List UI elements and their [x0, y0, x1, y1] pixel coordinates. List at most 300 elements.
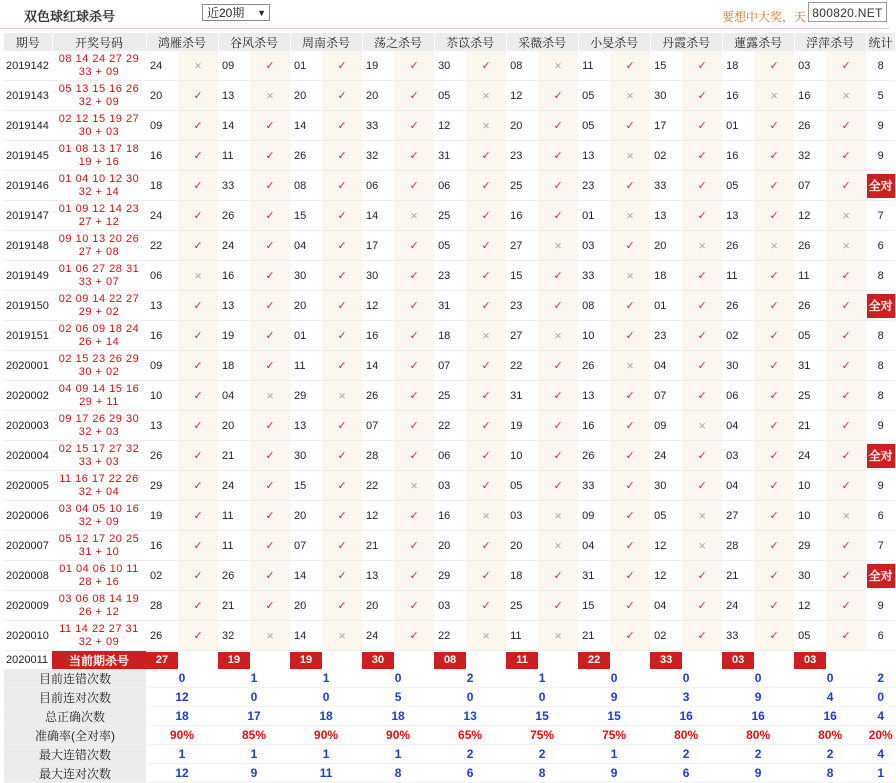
col-expert-8: 蓮露杀号	[722, 33, 794, 51]
check-icon: ✓	[337, 540, 347, 552]
result-mark	[538, 291, 578, 321]
period-range-select[interactable]	[202, 4, 270, 21]
check-icon: ✓	[409, 60, 419, 72]
result-mark	[322, 381, 362, 411]
result-mark	[754, 501, 794, 531]
kill-number: 33	[578, 261, 610, 291]
stats-value: 2	[794, 745, 866, 764]
stats-value: 2	[434, 745, 506, 764]
row-stat-cell	[866, 351, 895, 381]
result-mark	[466, 561, 506, 591]
stats-value: 9	[722, 688, 794, 707]
kill-number: 12	[794, 201, 826, 231]
result-mark	[682, 321, 722, 351]
stats-section	[4, 669, 895, 783]
ad-text[interactable]: 要想中大奖，天	[722, 10, 807, 24]
result-mark	[754, 381, 794, 411]
stats-label: 目前连对次数	[4, 688, 146, 707]
current-kill-number: 19	[290, 652, 322, 669]
result-mark	[682, 141, 722, 171]
draw-numbers-line-1: 01 06 27 28 31	[58, 263, 140, 275]
kill-number: 20	[650, 231, 682, 261]
kill-number: 20	[146, 81, 178, 111]
stats-value: 0	[578, 669, 650, 688]
stats-value: 16	[650, 707, 722, 726]
result-mark	[754, 81, 794, 111]
result-mark	[754, 261, 794, 291]
kill-number: 16	[146, 531, 178, 561]
kill-number: 01	[290, 51, 322, 81]
kill-number: 19	[146, 501, 178, 531]
result-mark	[178, 531, 218, 561]
kill-number: 20	[506, 111, 538, 141]
stats-value: 1	[146, 745, 218, 764]
check-icon: ✓	[265, 600, 275, 612]
draw-numbers-cell	[52, 471, 146, 501]
draw-numbers-line-2: 33 + 07	[78, 276, 120, 288]
draw-numbers-line-2: 30 + 02	[78, 366, 120, 378]
result-mark	[826, 591, 866, 621]
result-mark	[466, 411, 506, 441]
result-mark	[610, 351, 650, 381]
check-icon: ✓	[481, 390, 491, 402]
check-icon: ✓	[409, 240, 419, 252]
stats-label: 总正确次数	[4, 707, 146, 726]
cross-icon: ×	[842, 208, 850, 223]
result-mark	[466, 261, 506, 291]
kill-number: 21	[722, 561, 754, 591]
check-icon: ✓	[841, 480, 851, 492]
draw-numbers-line-2: 33 + 03	[78, 456, 120, 468]
draw-numbers-line-1: 04 09 14 15 16	[58, 383, 140, 395]
check-icon: ✓	[553, 210, 563, 222]
draw-numbers-cell	[52, 561, 146, 591]
result-mark	[610, 441, 650, 471]
result-mark	[394, 231, 434, 261]
stats-value: 1	[506, 669, 578, 688]
current-kill-cell	[722, 651, 754, 670]
kill-number: 12	[794, 591, 826, 621]
check-icon: ✓	[625, 420, 635, 432]
result-mark	[394, 561, 434, 591]
row-stat-cell	[866, 201, 895, 231]
period-cell: 2019146	[4, 171, 52, 201]
col-expert-4: 苶苡杀号	[434, 33, 506, 51]
kill-number: 05	[794, 321, 826, 351]
current-kill-label: 当前期杀号	[52, 651, 146, 670]
cross-icon: ×	[770, 238, 778, 253]
kill-number: 24	[146, 51, 178, 81]
draw-numbers-line-2: 26 + 14	[78, 336, 120, 348]
check-icon: ✓	[409, 450, 419, 462]
stats-value: 0	[146, 669, 218, 688]
kill-number: 11	[218, 531, 250, 561]
check-icon: ✓	[409, 540, 419, 552]
kill-number: 28	[146, 591, 178, 621]
result-mark	[250, 471, 290, 501]
check-icon: ✓	[841, 630, 851, 642]
site-badge[interactable]: 800820.NET	[808, 2, 887, 22]
current-kill-cell	[506, 651, 538, 670]
kill-number: 24	[794, 441, 826, 471]
result-mark	[610, 81, 650, 111]
period-cell: 2019147	[4, 201, 52, 231]
kill-number: 12	[650, 531, 682, 561]
result-mark	[610, 51, 650, 81]
check-icon: ✓	[265, 270, 275, 282]
draw-numbers-cell	[52, 261, 146, 291]
result-mark	[394, 81, 434, 111]
kill-number: 13	[578, 381, 610, 411]
kill-number: 07	[362, 411, 394, 441]
draw-numbers-line-1: 03 04 05 10 16	[58, 503, 140, 515]
kill-number: 18	[146, 171, 178, 201]
col-expert-5: 采薇杀号	[506, 33, 578, 51]
result-mark	[394, 621, 434, 651]
kill-number: 01	[650, 291, 682, 321]
result-mark	[682, 111, 722, 141]
check-icon: ✓	[697, 360, 707, 372]
period-cell: 2019144	[4, 111, 52, 141]
stats-value: 9	[578, 764, 650, 783]
stats-value: 16	[722, 707, 794, 726]
cross-icon: ×	[194, 58, 202, 73]
stats-value: 80%	[722, 726, 794, 745]
stats-value: 90%	[362, 726, 434, 745]
result-mark	[538, 471, 578, 501]
kill-number: 16	[794, 81, 826, 111]
result-mark	[322, 471, 362, 501]
stats-value: 75%	[578, 726, 650, 745]
stats-row	[4, 726, 895, 745]
result-mark	[826, 141, 866, 171]
check-icon: ✓	[769, 330, 779, 342]
kill-number: 03	[434, 591, 466, 621]
result-mark	[538, 141, 578, 171]
period-cell: 2020010	[4, 621, 52, 651]
result-mark	[394, 441, 434, 471]
draw-numbers-line-1: 01 04 10 12 30	[58, 173, 140, 185]
kill-number: 13	[362, 561, 394, 591]
result-mark	[250, 351, 290, 381]
stats-value: 2	[434, 669, 506, 688]
check-icon: ✓	[841, 390, 851, 402]
row-stat-cell	[866, 51, 895, 81]
kill-number: 02	[722, 321, 754, 351]
check-icon: ✓	[265, 420, 275, 432]
kill-number: 09	[146, 111, 178, 141]
result-mark	[610, 471, 650, 501]
check-icon: ✓	[337, 450, 347, 462]
check-icon: ✓	[481, 300, 491, 312]
check-icon: ✓	[697, 300, 707, 312]
kill-number: 16	[434, 501, 466, 531]
stats-value: 13	[434, 707, 506, 726]
draw-numbers-line-2: 27 + 12	[78, 216, 120, 228]
check-icon: ✓	[697, 120, 707, 132]
current-kill-spacer	[178, 651, 218, 670]
result-mark	[754, 411, 794, 441]
result-mark	[250, 81, 290, 111]
result-mark	[826, 81, 866, 111]
check-icon: ✓	[553, 600, 563, 612]
kill-number: 13	[146, 291, 178, 321]
draw-numbers-line-1: 03 06 08 14 19	[58, 593, 140, 605]
table-row	[4, 561, 895, 591]
current-kill-cell	[290, 651, 322, 670]
result-mark	[178, 441, 218, 471]
check-icon: ✓	[409, 600, 419, 612]
draw-numbers-line-1: 11 14 22 27 31	[59, 623, 139, 635]
kill-number: 13	[146, 411, 178, 441]
kill-number: 20	[362, 81, 394, 111]
kill-number: 24	[650, 441, 682, 471]
check-icon: ✓	[265, 300, 275, 312]
result-mark	[538, 201, 578, 231]
cross-icon: ×	[410, 208, 418, 223]
kill-number: 28	[722, 531, 754, 561]
check-icon: ✓	[697, 90, 707, 102]
draw-numbers-line-1: 11 16 17 22 26	[59, 473, 139, 485]
row-stat-cell	[866, 501, 895, 531]
cross-icon: ×	[554, 58, 562, 73]
all-correct-badge: 全对	[867, 294, 895, 318]
draw-numbers-line-1: 09 17 26 29 30	[58, 413, 140, 425]
result-mark	[250, 441, 290, 471]
kill-number: 09	[650, 411, 682, 441]
stats-value: 2	[722, 745, 794, 764]
stats-row	[4, 764, 895, 783]
cross-icon: ×	[266, 628, 274, 643]
check-icon: ✓	[841, 420, 851, 432]
period-cell: 2020004	[4, 441, 52, 471]
stats-value: 1	[218, 669, 290, 688]
row-stat-value: 8	[877, 269, 884, 282]
check-icon: ✓	[265, 210, 275, 222]
draw-numbers-line-2: 27 + 08	[78, 246, 120, 258]
period-cell: 2019142	[4, 51, 52, 81]
draw-numbers-cell	[52, 141, 146, 171]
result-mark	[322, 111, 362, 141]
cross-icon: ×	[626, 88, 634, 103]
result-mark	[538, 81, 578, 111]
check-icon: ✓	[697, 390, 707, 402]
all-correct-badge: 全对	[867, 174, 895, 198]
draw-numbers-cell	[52, 351, 146, 381]
kill-number: 22	[434, 411, 466, 441]
kill-number: 33	[578, 471, 610, 501]
result-mark	[610, 111, 650, 141]
result-mark	[178, 261, 218, 291]
check-icon: ✓	[193, 630, 203, 642]
result-mark	[466, 81, 506, 111]
draw-numbers-line-2: 29 + 02	[78, 306, 120, 318]
check-icon: ✓	[409, 180, 419, 192]
result-mark	[610, 171, 650, 201]
col-expert-2: 周南杀号	[290, 33, 362, 51]
check-icon: ✓	[409, 630, 419, 642]
result-mark	[610, 291, 650, 321]
result-mark	[466, 591, 506, 621]
current-row	[4, 651, 895, 670]
stats-value: 6	[434, 764, 506, 783]
result-mark	[538, 531, 578, 561]
kill-number: 15	[650, 51, 682, 81]
period-cell: 2019150	[4, 291, 52, 321]
stats-value: 6	[650, 764, 722, 783]
result-mark	[826, 531, 866, 561]
check-icon: ✓	[193, 180, 203, 192]
draw-numbers-cell	[52, 111, 146, 141]
current-period	[4, 651, 895, 670]
kill-number: 10	[146, 381, 178, 411]
table-row	[4, 591, 895, 621]
result-mark	[754, 561, 794, 591]
stats-value: 5	[362, 688, 434, 707]
kill-number: 08	[290, 171, 322, 201]
cross-icon: ×	[482, 628, 490, 643]
check-icon: ✓	[337, 120, 347, 132]
check-icon: ✓	[265, 570, 275, 582]
kill-number: 26	[722, 291, 754, 321]
stats-value: 16	[794, 707, 866, 726]
table-row	[4, 621, 895, 651]
stats-value: 1	[290, 745, 362, 764]
kill-number: 10	[506, 441, 538, 471]
kill-number: 16	[722, 141, 754, 171]
result-mark	[538, 321, 578, 351]
current-kill-cell	[146, 651, 178, 670]
check-icon: ✓	[337, 570, 347, 582]
result-mark	[250, 501, 290, 531]
kill-number: 27	[722, 501, 754, 531]
kill-number: 08	[578, 291, 610, 321]
kill-number: 31	[794, 351, 826, 381]
kill-number: 24	[218, 471, 250, 501]
kill-number: 28	[362, 441, 394, 471]
result-mark	[610, 411, 650, 441]
kill-number: 20	[290, 501, 322, 531]
period-range-value: 近20期	[207, 6, 245, 20]
check-icon: ✓	[625, 390, 635, 402]
check-icon: ✓	[841, 450, 851, 462]
stats-value: 0	[650, 669, 722, 688]
row-stat-value: 6	[877, 239, 884, 252]
row-stat-value: 9	[877, 149, 884, 162]
check-icon: ✓	[265, 180, 275, 192]
stats-value: 90%	[146, 726, 218, 745]
check-icon: ✓	[337, 510, 347, 522]
kill-number: 33	[218, 171, 250, 201]
kill-number: 22	[506, 351, 538, 381]
col-expert-0: 鸿雁杀号	[146, 33, 218, 51]
kill-number: 15	[290, 201, 322, 231]
check-icon: ✓	[193, 120, 203, 132]
draw-numbers-cell	[52, 381, 146, 411]
table-row	[4, 411, 895, 441]
check-icon: ✓	[337, 330, 347, 342]
result-mark	[826, 351, 866, 381]
check-icon: ✓	[841, 300, 851, 312]
table-row	[4, 291, 895, 321]
kill-number: 30	[722, 351, 754, 381]
kill-number: 16	[722, 81, 754, 111]
result-mark	[682, 471, 722, 501]
check-icon: ✓	[625, 630, 635, 642]
cross-icon: ×	[842, 238, 850, 253]
check-icon: ✓	[193, 450, 203, 462]
result-mark	[394, 381, 434, 411]
check-icon: ✓	[625, 450, 635, 462]
table-row	[4, 111, 895, 141]
check-icon: ✓	[625, 120, 635, 132]
kill-number: 31	[434, 141, 466, 171]
kill-number: 19	[218, 321, 250, 351]
stats-row	[4, 669, 895, 688]
check-icon: ✓	[337, 60, 347, 72]
current-kill-spacer	[826, 651, 866, 670]
kill-number: 29	[146, 471, 178, 501]
result-mark	[394, 321, 434, 351]
stats-label: 最大连对次数	[4, 764, 146, 783]
result-mark	[250, 531, 290, 561]
result-mark	[610, 231, 650, 261]
row-stat-value: 6	[877, 509, 884, 522]
check-icon: ✓	[769, 630, 779, 642]
kill-number: 11	[722, 261, 754, 291]
kill-number: 15	[290, 471, 322, 501]
check-icon: ✓	[625, 300, 635, 312]
check-icon: ✓	[697, 600, 707, 612]
stats-value: 85%	[218, 726, 290, 745]
row-stat-value: 7	[877, 209, 884, 222]
check-icon: ✓	[553, 270, 563, 282]
result-mark	[682, 441, 722, 471]
check-icon: ✓	[553, 390, 563, 402]
kill-number: 13	[578, 141, 610, 171]
kill-number: 32	[362, 141, 394, 171]
row-stat-cell	[866, 261, 895, 291]
check-icon: ✓	[841, 540, 851, 552]
check-icon: ✓	[409, 150, 419, 162]
kill-number: 20	[218, 411, 250, 441]
result-mark	[322, 291, 362, 321]
kill-number: 18	[722, 51, 754, 81]
row-stat-value: 9	[877, 119, 884, 132]
result-mark	[538, 171, 578, 201]
kill-number: 07	[794, 171, 826, 201]
result-mark	[466, 321, 506, 351]
kill-number: 11	[218, 501, 250, 531]
kill-number: 20	[290, 81, 322, 111]
result-mark	[394, 51, 434, 81]
check-icon: ✓	[265, 510, 275, 522]
check-icon: ✓	[265, 360, 275, 372]
check-icon: ✓	[193, 420, 203, 432]
result-mark	[394, 141, 434, 171]
draw-numbers-cell	[52, 441, 146, 471]
draw-numbers-cell	[52, 171, 146, 201]
check-icon: ✓	[841, 180, 851, 192]
kill-number: 13	[290, 411, 322, 441]
result-mark	[178, 381, 218, 411]
row-stat-cell	[866, 381, 895, 411]
all-correct-badge: 全对	[867, 444, 895, 468]
result-mark	[178, 321, 218, 351]
kill-number: 22	[146, 231, 178, 261]
chevron-down-icon: ▼	[257, 8, 266, 18]
kill-number: 21	[362, 531, 394, 561]
